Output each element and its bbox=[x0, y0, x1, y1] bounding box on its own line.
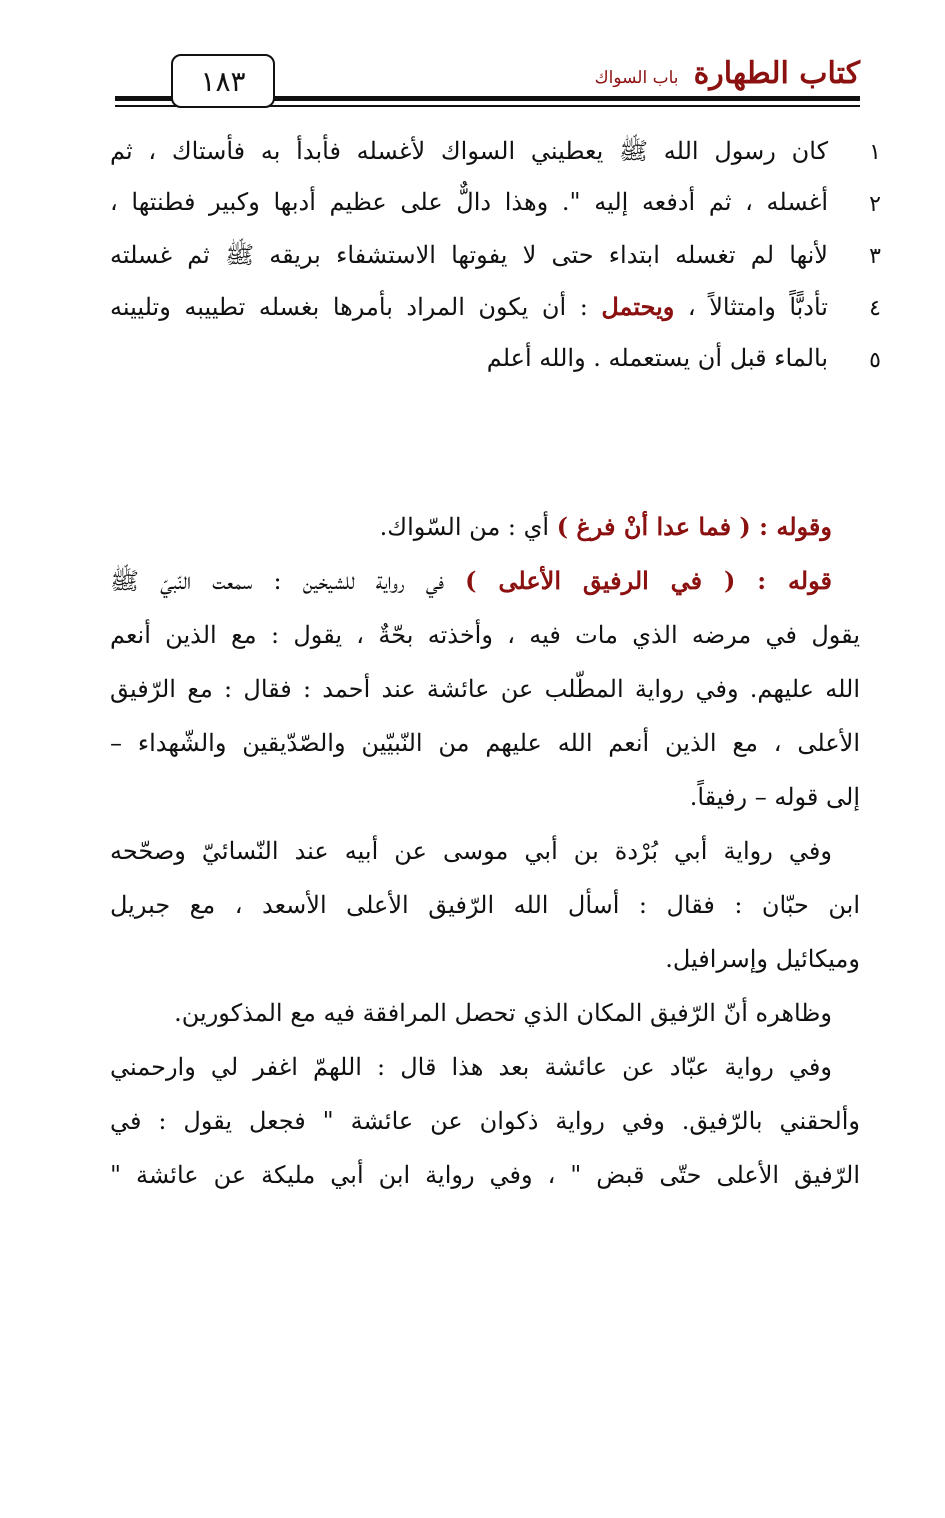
numbered-line bbox=[100, 234, 890, 286]
page-number-box bbox=[171, 54, 275, 108]
numbered-line bbox=[100, 286, 890, 338]
quoted-phrase: قوله : ( في الرفيق الأعلى ) bbox=[465, 566, 832, 595]
line-number: ٢ bbox=[869, 192, 881, 217]
paragraph-line: إلى قوله – رفيقاً. bbox=[689, 783, 860, 811]
numbered-line bbox=[100, 338, 890, 390]
paragraph-line bbox=[110, 554, 860, 608]
paragraph-line bbox=[110, 500, 860, 554]
line-text-post: : أن يكون المراد بأمرها بغسله تطييبه وتليينه bbox=[110, 293, 602, 321]
line-text: لأنها لم تغسله ابتداء حتى لا يفوتها الاستشفاء بريقه ﷺ ثم غسلته bbox=[110, 241, 828, 269]
line-text: كان رسول الله ﷺ يعطيني السواك لأغسله فأبدأ به فأستاك ، ثم bbox=[110, 137, 828, 165]
quoted-phrase: وقوله : ( فما عدا أنْ فرغ ) bbox=[556, 512, 832, 541]
line-number: ٥ bbox=[869, 348, 881, 373]
running-title bbox=[595, 56, 860, 91]
numbered-line bbox=[100, 130, 890, 182]
book-title: كتاب الطهارة bbox=[693, 56, 860, 91]
line-text: أغسله ، ثم أدفعه إليه ". وهذا دالٌّ على عظيم أدبها وكبير فطنتها ، bbox=[110, 188, 828, 216]
commentary-body bbox=[110, 500, 860, 1202]
page-number: ١٨٣ bbox=[200, 64, 246, 98]
paragraph-text: أي : من السّواك. bbox=[379, 513, 557, 541]
paragraph-line: وميكائيل وإسرافيل. bbox=[665, 945, 860, 973]
paragraph-line: وظاهره أنّ الرّفيق المكان الذي تحصل المرافقة فيه مع المذكورين. bbox=[174, 999, 832, 1027]
highlight-term: ويحتمل bbox=[601, 292, 675, 321]
line-number: ٤ bbox=[869, 296, 881, 321]
paragraph-line: الأعلى ، مع الذين أنعم الله عليهم من النّبيّين والصّدّيقين والشّهداء – bbox=[110, 729, 860, 757]
paragraph-line: وفي رواية عبّاد عن عائشة بعد هذا قال : اللهمّ اغفر لي وارحمني bbox=[110, 1053, 832, 1081]
paragraph-line: ابن حبّان : فقال : أسأل الله الرّفيق الأعلى الأسعد ، مع جبريل bbox=[110, 891, 860, 919]
chapter-title: باب السواك bbox=[594, 68, 679, 88]
line-text-pre: تأدبًّاً وامتثالاً ، bbox=[674, 293, 828, 321]
line-text bbox=[110, 292, 828, 321]
line-text: بالماء قبل أن يستعمله . والله أعلم bbox=[486, 344, 828, 372]
line-number: ٣ bbox=[869, 244, 881, 269]
paragraph-line: وألحقني بالرّفيق. وفي رواية ذكوان عن عائشة " فجعل يقول : في bbox=[110, 1107, 860, 1135]
numbered-lines bbox=[100, 130, 890, 390]
paragraph-text: في رواية للشيخين : سمعت النّبيّ ﷺ bbox=[110, 567, 466, 595]
numbered-line bbox=[100, 182, 890, 234]
paragraph-line: الرّفيق الأعلى حتّى قبض " ، وفي رواية ابن أبي مليكة عن عائشة " bbox=[110, 1161, 860, 1189]
page-header bbox=[115, 50, 860, 112]
paragraph-line: وفي رواية أبي بُرْدة بن أبي موسى عن أبيه عند النّسائيّ وصحّحه bbox=[110, 837, 832, 865]
paragraph-line: الله عليهم. وفي رواية المطّلب عن عائشة عند أحمد : فقال : مع الرّفيق bbox=[110, 675, 860, 703]
paragraph-line: يقول في مرضه الذي مات فيه ، وأخذته بحّةٌ ، يقول : مع الذين أنعم bbox=[110, 621, 860, 649]
line-number: ١ bbox=[869, 140, 881, 165]
